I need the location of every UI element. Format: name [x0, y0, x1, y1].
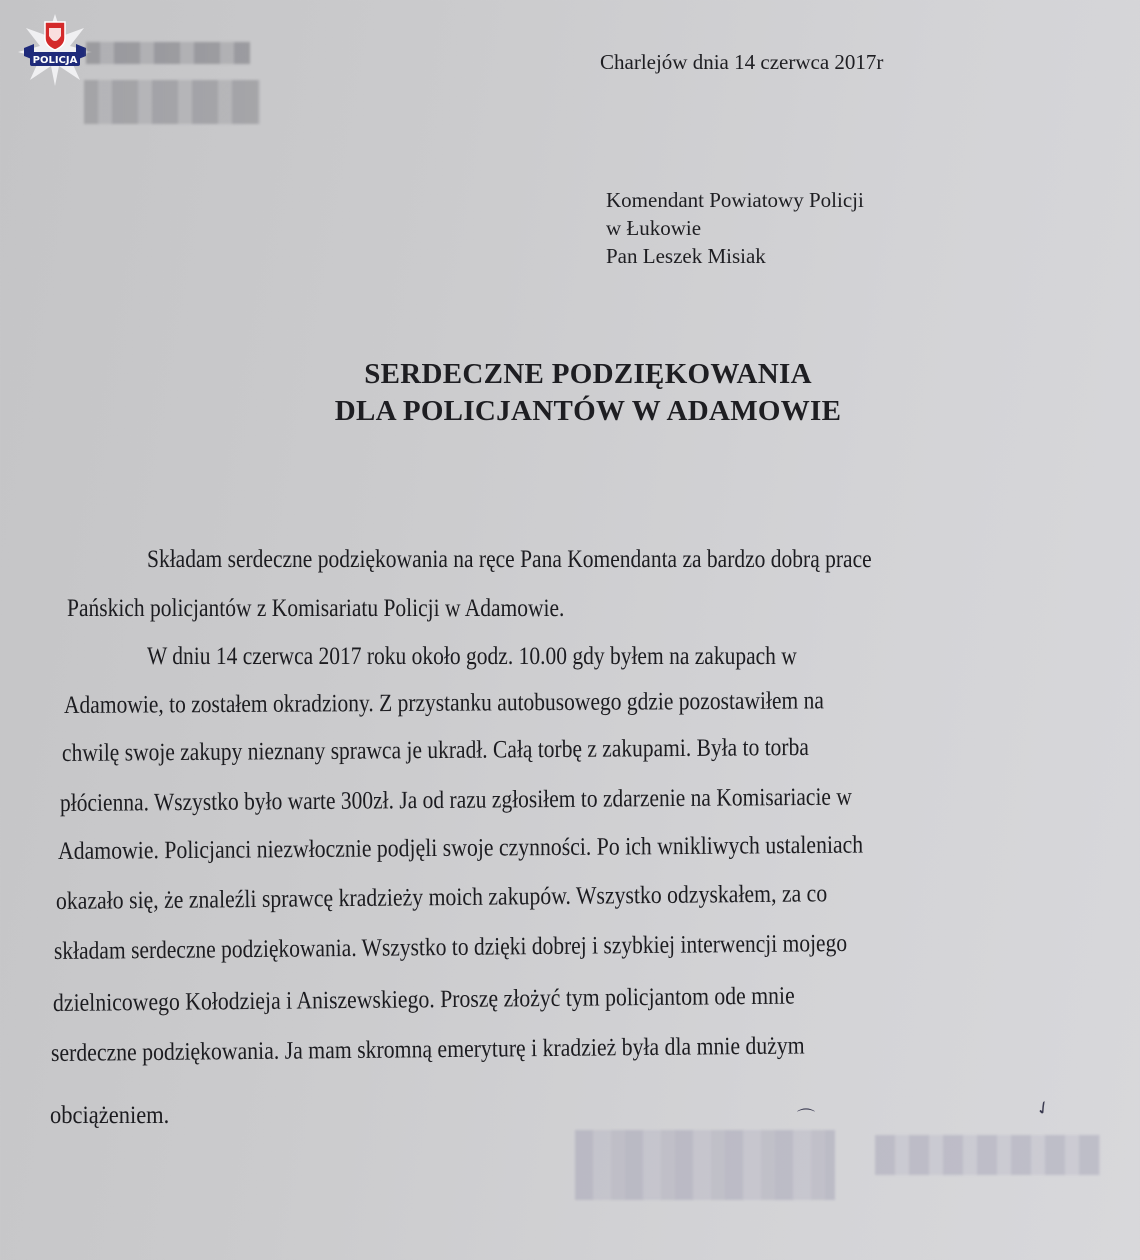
police-star-badge-icon: [18, 14, 92, 86]
title-line-1: SERDECZNE PODZIĘKOWANIA: [364, 358, 812, 390]
redacted-sender-address: [84, 80, 260, 124]
redacted-signature-name: [875, 1135, 1100, 1175]
addressee-location: w Łukowie: [606, 216, 702, 240]
redacted-signature: [575, 1130, 835, 1200]
addressee-block: [606, 186, 864, 270]
body-line: chwilę swoje zakupy nieznany sprawca je ukradł. Całą torbę z zakupami. Była to torba: [61, 733, 809, 767]
date-line: Charlejów dnia 14 czerwca 2017r: [600, 50, 884, 74]
body-line: płócienna. Wszystko było warte 300zł. Ja od razu zgłosiłem to zdarzenie na Komisariacie w: [59, 783, 852, 817]
body-line: Składam serdeczne podziękowania na ręce Pana Komendanta za bardzo dobrą prace: [147, 546, 872, 573]
addressee-name: Pan Leszek Misiak: [606, 244, 766, 268]
title-line-2: DLA POLICJANTÓW W ADAMOWIE: [334, 395, 842, 427]
redacted-sender-name: [86, 42, 250, 64]
pen-mark: ⌒: [797, 1108, 815, 1128]
body-line: okazało się, że znaleźli sprawcę kradzieży moich zakupów. Wszystko odzyskałem, za co: [55, 880, 828, 915]
addressee-title: Komendant Powiatowy Policji: [606, 188, 864, 212]
body-line: Adamowie, to zostałem okradziony. Z przystanku autobusowego gdzie pozostawiłem na: [63, 687, 824, 719]
body-line: dzielnicowego Kołodzieja i Aniszewskiego. Proszę złożyć tym policjantom ode mnie: [52, 982, 795, 1017]
body-line: W dniu 14 czerwca 2017 roku około godz. 10.00 gdy byłem na zakupach w: [147, 643, 797, 670]
body-line: obciążeniem.: [50, 1102, 170, 1129]
letter-title: [0, 356, 1140, 430]
body-line: Adamowie. Policjanci niezwłocznie podjęli swoje czynności. Po ich wnikliwych ustaleniach: [57, 831, 864, 865]
pen-mark: ✓: [1031, 1095, 1055, 1121]
svg-text:POLICJA: POLICJA: [32, 55, 78, 66]
body-line: składam serdeczne podziękowania. Wszystko to dzięki dobrej i szybkiej interwencji mojego: [53, 929, 848, 965]
body-line: Pańskich policjantów z Komisariatu Policji w Adamowie.: [67, 595, 565, 622]
body-line: serdeczne podziękowania. Ja mam skromną emeryturę i kradzież była dla mnie dużym: [50, 1032, 805, 1067]
